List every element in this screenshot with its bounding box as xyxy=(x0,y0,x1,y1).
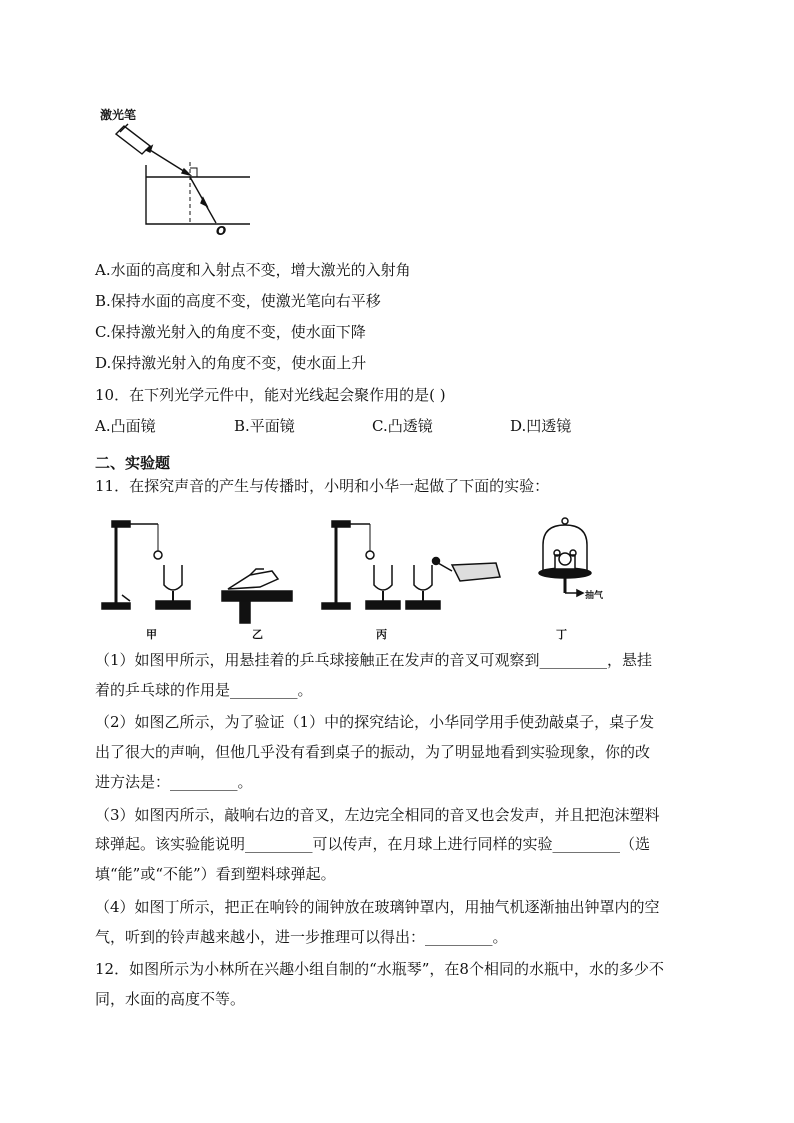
q9-option-b: B.保持水面的高度不变，使激光笔向右平移 xyxy=(95,292,381,310)
q12-line-2: 同，水面的高度不等。 xyxy=(95,990,246,1008)
q11-line-5: 进方法是：_________。 xyxy=(95,773,253,791)
caption-jia: 甲 xyxy=(146,628,157,641)
q9-option-c: C.保持激光射入的角度不变，使水面下降 xyxy=(95,323,366,341)
q11-line-4: 出了很大的声响，但他几乎没有看到桌子的振动，为了明显地看到实验现象，你的改 xyxy=(95,743,651,761)
laser-pen-label: 激光笔 xyxy=(100,108,137,122)
q9-option-d: D.保持激光射入的角度不变，使水面上升 xyxy=(95,354,367,372)
q11-line-9: （4）如图丁所示，把正在响铃的闹钟放在玻璃钟罩内，用抽气机逐渐抽出钟罩内的空 xyxy=(95,898,660,916)
q11-line-6: （3）如图丙所示，敲响右边的音叉，左边完全相同的音叉也会发声，并且把泡沫塑料 xyxy=(95,806,660,824)
q11-line-3: （2）如图乙所示，为了验证（1）中的探究结论，小华同学用手使劲敲桌子，桌子发 xyxy=(95,713,655,731)
q11-line-2: 着的乒乓球的作用是_________。 xyxy=(95,681,313,699)
q11-line-10: 气，听到的铃声越来越小，进一步推理可以得出：_________。 xyxy=(95,928,508,946)
laser-refraction-diagram xyxy=(110,122,250,247)
pump-label: 抽气 xyxy=(585,591,604,601)
caption-yi: 乙 xyxy=(252,628,263,641)
sound-experiments-figure xyxy=(100,515,520,640)
q11-stem: 11．在探究声音的产生与传播时，小明和小华一起做了下面的实验： xyxy=(95,477,550,495)
q10-option-a: A.凸面镜 xyxy=(95,417,156,435)
q10-option-d: D.凹透镜 xyxy=(510,417,572,435)
q11-line-1: （1）如图甲所示，用悬挂着的乒乓球接触正在发声的音叉可观察到_________，悬挂 xyxy=(95,651,653,669)
q11-line-8: 填“能”或“不能”）看到塑料球弹起。 xyxy=(95,865,336,883)
q10-option-c: C.凸透镜 xyxy=(372,417,433,435)
q10-stem: 10．在下列光学元件中，能对光线起会聚作用的是( ) xyxy=(95,386,446,404)
q11-line-7: 球弹起。该实验能说明_________可以传声，在月球上进行同样的实验_________（选 xyxy=(95,835,651,853)
point-o-label: O xyxy=(216,224,227,238)
q10-option-b: B.平面镜 xyxy=(234,417,295,435)
caption-bing: 丙 xyxy=(376,628,387,641)
caption-ding: 丁 xyxy=(556,628,567,641)
section-heading: 二、实验题 xyxy=(95,454,171,472)
q9-option-a: A.水面的高度和入射点不变，增大激光的入射角 xyxy=(95,261,411,279)
q12-line-1: 12．如图所示为小林所在兴趣小组自制的“水瓶琴”，在8个相同的水瓶中，水的多少不 xyxy=(95,960,664,978)
